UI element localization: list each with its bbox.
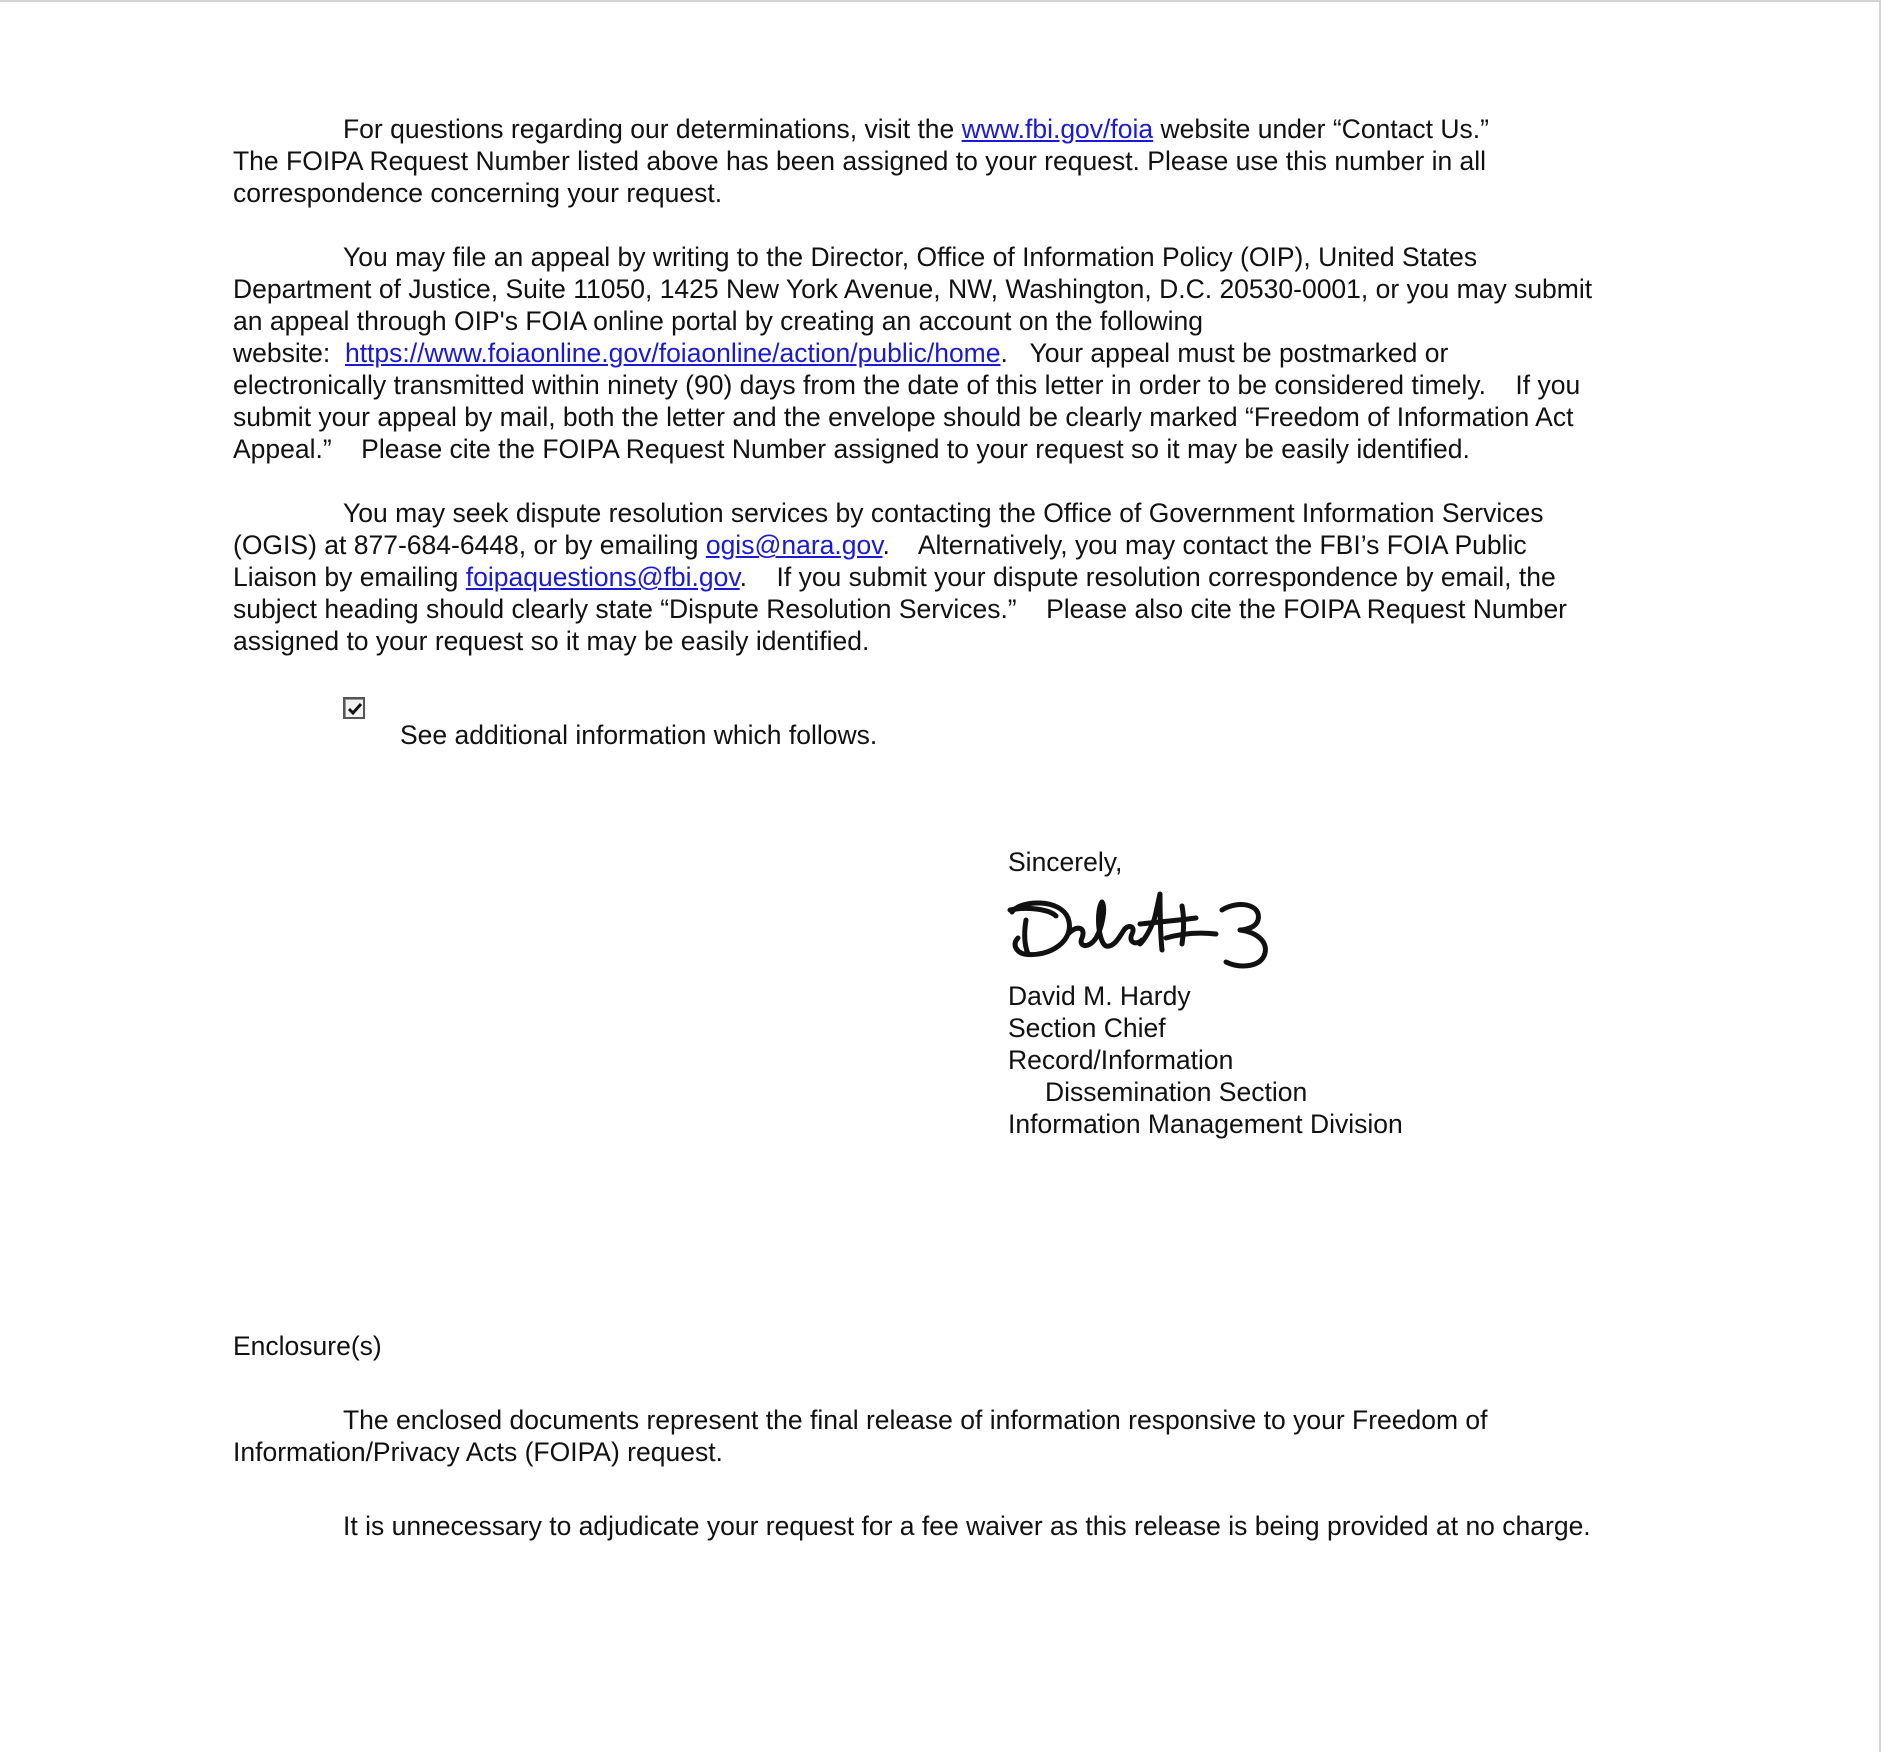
text: The FOIPA Request Number listed above has been assigned to your request. Please use this number in all <box>233 146 1487 176</box>
salutation: Sincerely, <box>1008 847 1123 877</box>
paragraph-appeal <box>233 241 1673 465</box>
text: electronically transmitted within ninety (90) days from the date of this letter in order to be considered timely. If you <box>233 370 1581 400</box>
foiaonline-link[interactable]: https://www.foiaonline.gov/foiaonline/action/public/home <box>344 338 1001 368</box>
additional-info-label: See additional information which follows. <box>400 720 878 750</box>
spacer <box>233 1468 1673 1510</box>
text: It is unnecessary to adjudicate your request for a fee waiver as this release is being provided at no charge. <box>343 1511 1591 1541</box>
foipa-questions-email-link[interactable]: foipaquestions@fbi.gov <box>465 562 740 592</box>
text: correspondence concerning your request. <box>233 178 723 208</box>
spacer <box>233 465 1673 497</box>
signer-title: Section Chief <box>1008 1013 1166 1043</box>
paragraph-fee-waiver <box>233 1510 1673 1542</box>
text: Information/Privacy Acts (FOIPA) request. <box>233 1437 723 1467</box>
text: Department of Justice, Suite 11050, 1425 New York Avenue, NW, Washington, D.C. 20530-0001, or you may submit <box>233 274 1593 304</box>
text: an appeal through OIP's FOIA online portal by creating an account on the following <box>233 306 1203 336</box>
signature-image <box>990 880 1320 980</box>
checkmark-icon <box>347 701 363 717</box>
text: . Your appeal must be postmarked or <box>1000 338 1449 368</box>
text: . If you submit your dispute resolution correspondence by email, the <box>739 562 1556 592</box>
spacer <box>233 209 1673 241</box>
text: website under “Contact Us.” <box>1153 114 1489 144</box>
paragraph-final-release <box>233 1404 1673 1468</box>
text: Liaison by emailing <box>233 562 466 592</box>
text: You may file an appeal by writing to the Director, Office of Information Policy (OIP), United States <box>343 242 1478 272</box>
text: For questions regarding our determinations, visit the <box>343 114 962 144</box>
text: . Alternatively, you may contact the FBI’s FOIA Public <box>882 530 1527 560</box>
letter-body <box>233 113 1673 657</box>
text: submit your appeal by mail, both the letter and the envelope should be clearly marked “Freedom of Information Act <box>233 402 1574 432</box>
paragraph-dispute-resolution <box>233 497 1673 657</box>
text: (OGIS) at 877-684-6448, or by emailing <box>233 530 706 560</box>
signer-unit-line-1: Record/Information <box>1008 1045 1234 1075</box>
text: assigned to your request so it may be easily identified. <box>233 626 870 656</box>
text: website: <box>233 338 345 368</box>
additional-info-checkbox[interactable] <box>343 697 365 719</box>
additional-info-row <box>343 697 1143 757</box>
text: The enclosed documents represent the final release of information responsive to your Freedom of <box>343 1405 1488 1435</box>
text: You may seek dispute resolution services by contacting the Office of Government Information Services <box>343 498 1544 528</box>
signature-block <box>1008 980 1403 1140</box>
text: subject heading should clearly state “Dispute Resolution Services.” Please also cite the FOIPA Request Number <box>233 594 1568 624</box>
paragraph-contact-us <box>233 113 1673 209</box>
enclosure-text <box>233 1404 1673 1542</box>
text: Appeal.” Please cite the FOIPA Request Number assigned to your request so it may be easily identified. <box>233 434 1470 464</box>
signer-division: Information Management Division <box>1008 1109 1403 1139</box>
signer-name: David M. Hardy <box>1008 981 1191 1011</box>
enclosure-heading: Enclosure(s) <box>233 1331 382 1361</box>
signer-unit-line-2: Dissemination Section <box>1045 1077 1308 1107</box>
fbi-foia-link[interactable]: www.fbi.gov/foia <box>961 114 1154 144</box>
ogis-email-link[interactable]: ogis@nara.gov <box>705 530 883 560</box>
